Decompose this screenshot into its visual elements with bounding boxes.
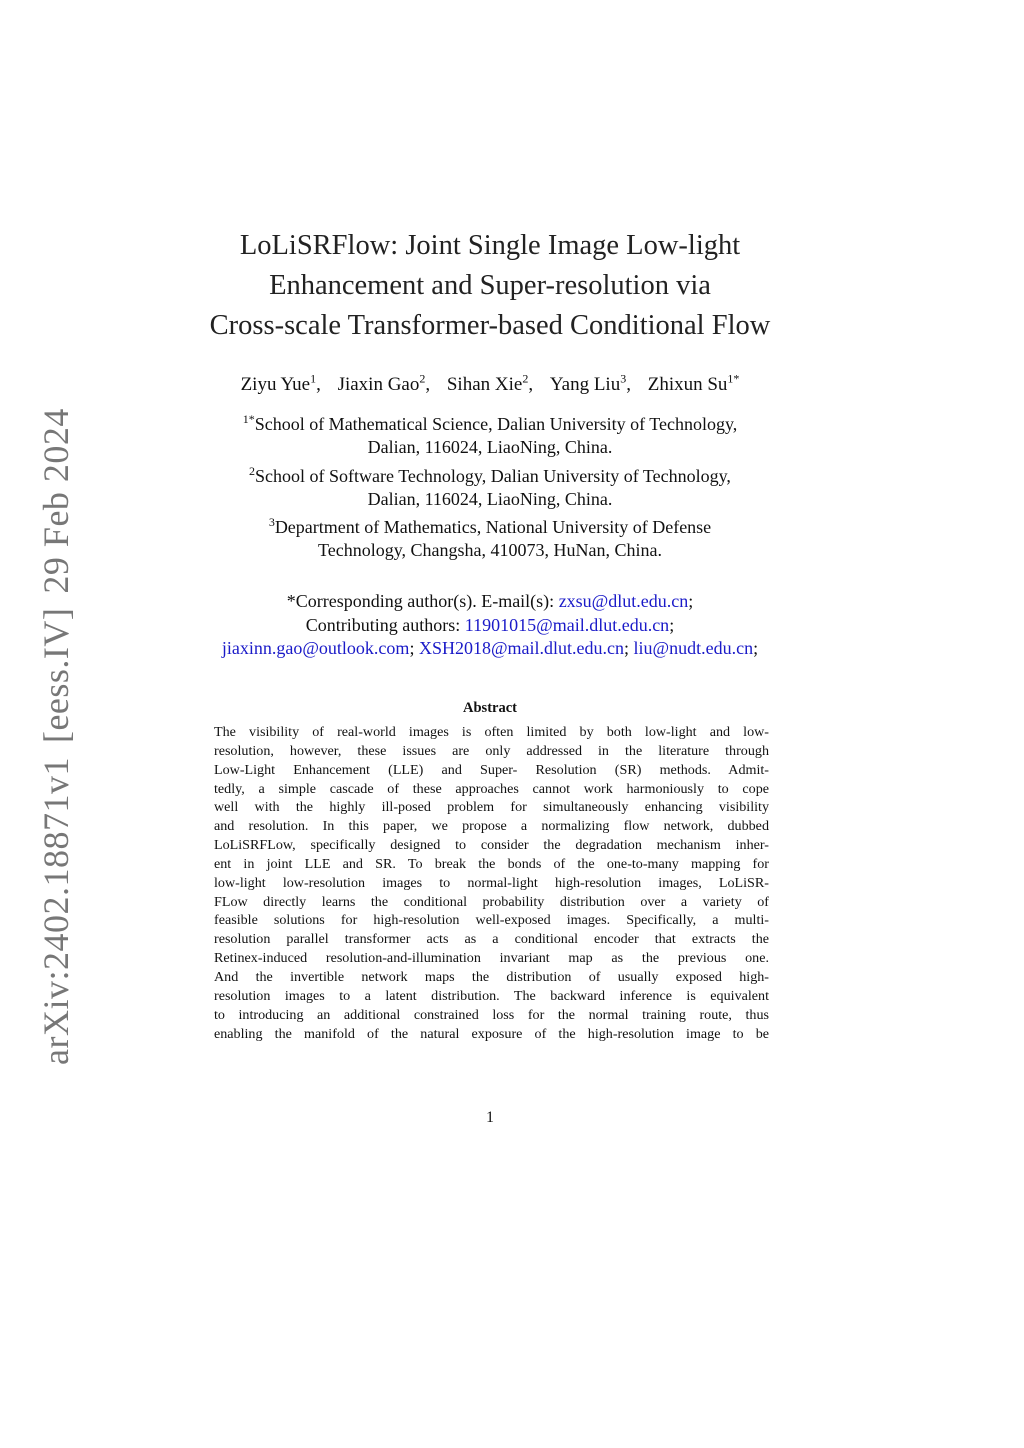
arxiv-id: arXiv:2402.18871v1: [36, 757, 76, 1065]
abstract-body: [214, 723, 769, 1043]
email-link[interactable]: jiaxinn.gao@outlook.com: [221, 638, 410, 658]
affiliation-line: $^2$School of Software Technology, Dalian University of Technology,: [249, 463, 731, 486]
abstract-line: Retinex-induced resolution-and-illumination invariant map as the previous one.: [214, 950, 769, 967]
abstract-heading: Abstract: [463, 700, 517, 716]
corresponding-author-line: *Corresponding author(s). E-mail(s): zxsu@dlut.edu.cn;: [286, 591, 694, 611]
abstract-line: FLow directly learns the conditional probability distribution over a variety of: [214, 893, 769, 910]
contact-emails: [150, 590, 830, 661]
contributing-authors-line: Contributing authors: 11901015@mail.dlut.edu.cn;: [305, 614, 675, 635]
author-list: [180, 372, 800, 396]
abstract-line: and resolution. In this paper, we propose a normalizing flow network, dubbed: [214, 818, 769, 835]
title-line: LoLiSRFlow: Joint Single Image Low-light: [239, 230, 741, 261]
abstract-line: low-light low-resolution images to normal-light high-resolution images, LoLiSR-: [214, 874, 769, 891]
affiliation-line: Technology, Changsha, 410073, HuNan, China.: [317, 540, 663, 561]
abstract-line: resolution, however, these issues are only addressed in the literature through: [214, 742, 769, 759]
author: Zhixun $Su^{1*}$: [647, 372, 740, 396]
arxiv-identifier-stamp: [38, 408, 74, 1065]
abstract-line: tedly, a simple cascade of these approaches cannot work harmoniously to cope: [214, 780, 769, 797]
abstract-line: And the invertible network maps the distribution of usually exposed high-: [214, 968, 769, 985]
contributing-authors-line: jiaxinn.gao@outlook.com; XSH2018@mail.dlut.edu.cn; liu@nudt.edu.cn;: [221, 638, 759, 658]
affiliation-line: $^3$Department of Mathematics, National University of Defense: [268, 515, 712, 538]
abstract-line: resolution images to a latent distribution. The backward inference is equivalent: [214, 987, 769, 1004]
author: Sihan Xie$^2$,: [446, 372, 534, 396]
abstract-line: well with the highly ill-posed problem for simultaneously enhancing visibility: [214, 799, 769, 816]
affiliation-line: $^{1*}$School of Mathematical Science, Dalian University of Technology,: [242, 412, 738, 434]
abstract-line: feasible solutions for high-resolution well-exposed images. Specifically, a multi-: [214, 912, 769, 929]
email-link[interactable]: 11901015@mail.dlut.edu.cn: [464, 614, 670, 635]
abstract-line: ent in joint LLE and SR. To break the bonds of the one-to-many mapping for: [214, 855, 769, 872]
affiliation-line: Dalian, 116024, LiaoNing, China.: [367, 437, 613, 458]
abstract-line: resolution parallel transformer acts as a conditional encoder that extracts the: [214, 931, 769, 948]
abstract-line: enabling the manifold of the natural exposure of the high-resolution image to be: [214, 1025, 769, 1042]
title-line: Cross-scale Transformer-based Conditional Flow: [209, 310, 771, 341]
abstract-line: to introducing an additional constrained loss for the normal training route, thus: [214, 1006, 769, 1023]
abstract-line: The visibility of real-world images is often limited by both low-light and low-: [214, 724, 769, 740]
abstract-line: LoLiSRFLow, specifically designed to consider the degradation mechanism inher-: [214, 837, 769, 854]
author: Yang Liu$^3$,: [549, 372, 631, 396]
affiliation-line: Dalian, 116024, LiaoNing, China.: [367, 488, 613, 509]
affiliations: [180, 408, 800, 563]
abstract-line: Low-Light Enhancement (LLE) and Super- Resolution (SR) methods. Admit-: [214, 761, 769, 778]
page-number: 1: [486, 1109, 494, 1126]
arxiv-category: [eess.IV]: [36, 607, 76, 744]
paper-title: [180, 226, 800, 346]
email-link[interactable]: XSH2018@mail.dlut.edu.cn: [418, 638, 625, 658]
author: Ziyu Yue$^1$,: [240, 372, 321, 396]
email-link[interactable]: zxsu@dlut.edu.cn: [558, 591, 689, 611]
title-line: Enhancement and Super-resolution via: [269, 270, 711, 301]
arxiv-date: 29 Feb 2024: [36, 408, 76, 594]
author: Jiaxin Gao$^2$,: [337, 372, 431, 396]
email-link[interactable]: liu@nudt.edu.cn: [633, 638, 754, 658]
